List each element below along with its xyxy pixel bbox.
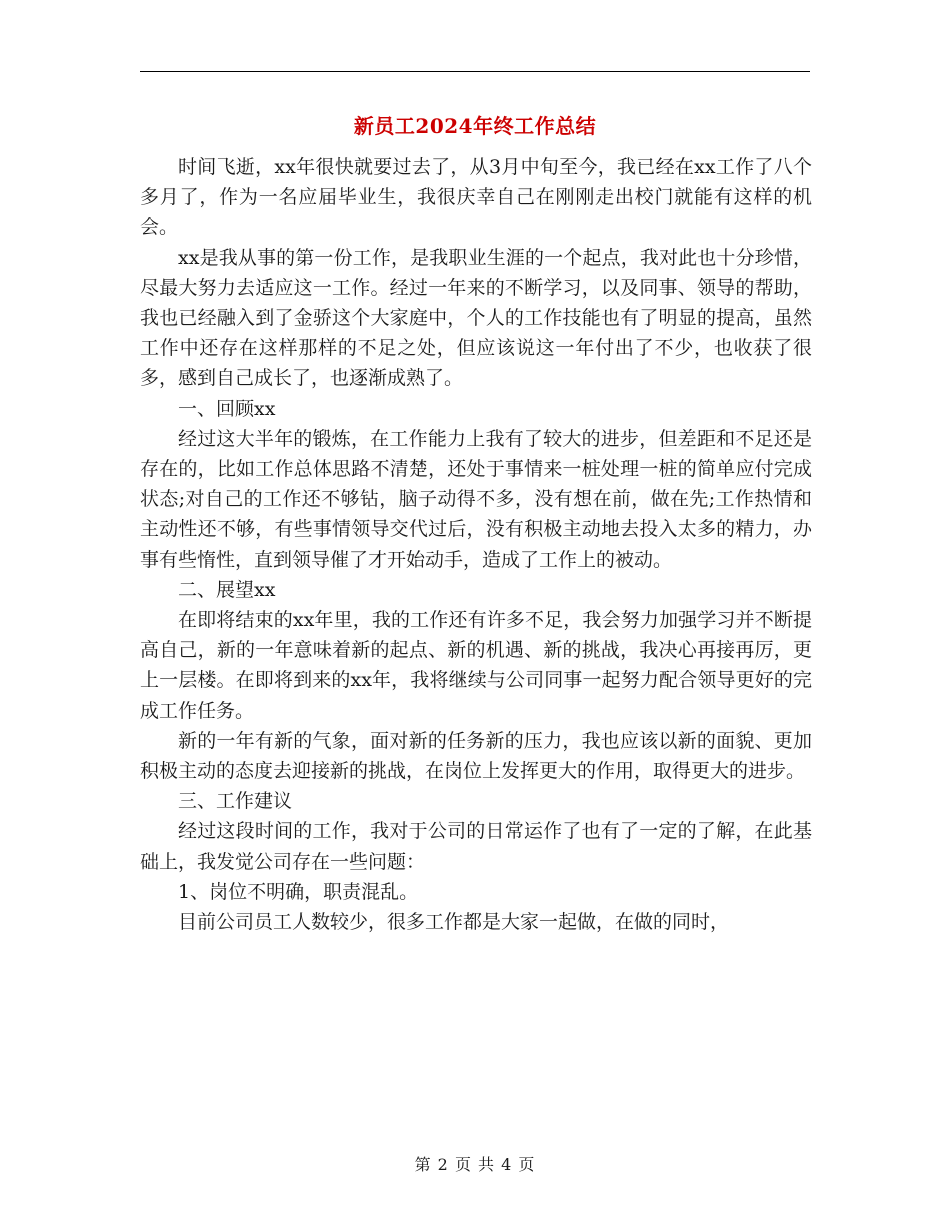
header-rule — [140, 71, 810, 72]
paragraph-suggestions: 经过这段时间的工作，我对于公司的日常运作了也有了一定的了解，在此基础上，我发觉公司存在一些问题： — [140, 820, 812, 873]
section-heading-outlook: 二、展望xx — [178, 578, 276, 601]
paragraph-outlook-2: 新的一年有新的气象，面对新的任务新的压力，我也应该以新的面貌、更加积极主动的态度去迎接新的挑战，在岗位上发挥更大的作用，取得更大的进步。 — [140, 729, 812, 783]
section-heading-review: 一、回顾xx — [178, 397, 276, 420]
paragraph-outlook-1: 在即将结束的xx年里，我的工作还有许多不足，我会努力加强学习并不断提高自己，新的一年意味着新的起点、新的机遇、新的挑战，我决心再接再厉，更上一层楼。在即将到来的xx年，我将继续与公司同事一起努力配合领导更好的完成工作任务。 — [140, 609, 812, 722]
page-number-footer: 第 2 页 共 4 页 — [414, 1155, 536, 1174]
suggestion-item-1: 1、岗位不明确，职责混乱。 — [178, 880, 419, 903]
paragraph-intro-2: xx是我从事的第一份工作，是我职业生涯的一个起点，我对此也十分珍惜，尽最大努力去适应这一工作。经过一年来的不断学习，以及同事、领导的帮助，我也已经融入到了金骄这个大家庭中，个人的工作技能也有了明显的提高，虽然工作中还存在这样那样的不足之处，但应该说这一年付出了不少，也收获了很多，感到自己成长了，也逐渐成熟了。 — [140, 246, 812, 390]
document-body — [140, 152, 812, 937]
section-heading-suggestions: 三、工作建议 — [178, 790, 293, 813]
paragraph-intro-1: 时间飞逝，xx年很快就要过去了，从3月中旬至今，我已经在xx工作了八个多月了，作为一名应届毕业生，我很庆幸自己在刚刚走出校门就能有这样的机会。 — [140, 156, 812, 239]
paragraph-suggestion-detail: 目前公司员工人数较少，很多工作都是大家一起做，在做的同时， — [178, 911, 730, 934]
document-title: 新员工2024年终工作总结 — [353, 114, 597, 138]
paragraph-review: 经过这大半年的锻炼，在工作能力上我有了较大的进步，但差距和不足还是存在的，比如工作总体思路不清楚，还处于事情来一桩处理一桩的简单应付完成状态;对自己的工作还不够钻，脑子动得不多，没有想在前，做在先;工作热情和主动性还不够，有些事情领导交代过后，没有积极主动地去投入太多的精力，办事有些惰性，直到领导催了才开始动手，造成了工作上的被动。 — [140, 427, 812, 571]
